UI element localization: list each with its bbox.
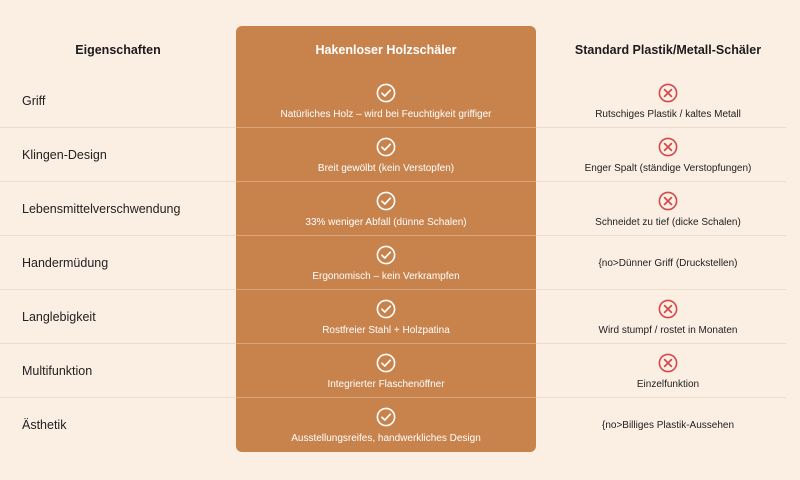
- wooden-peeler-cell: [236, 398, 536, 452]
- standard-peeler-cell: [536, 236, 800, 290]
- feature-label: Handermüdung: [22, 256, 109, 270]
- wooden-peeler-cell: [236, 182, 536, 236]
- standard-peeler-cell: [536, 128, 800, 182]
- check-circle-icon: [376, 407, 396, 427]
- check-circle-icon: [376, 299, 396, 319]
- check-circle-icon: [376, 353, 396, 373]
- standard-peeler-cell: [536, 398, 800, 452]
- wooden-peeler-cell: [236, 74, 536, 128]
- standard-peeler-text: Wird stumpf / rostet in Monaten: [598, 324, 738, 336]
- wooden-peeler-cell: [236, 344, 536, 398]
- wooden-peeler-text: Breit gewölbt (kein Verstopfen): [317, 162, 455, 174]
- standard-peeler-cell: [536, 344, 800, 398]
- header-standard-peeler: Standard Plastik/Metall-Schäler: [574, 43, 762, 57]
- standard-peeler-text: {no>Billiges Plastik-Aussehen: [601, 419, 735, 431]
- header-features: [0, 26, 236, 74]
- table-row: [0, 398, 800, 452]
- check-circle-icon: [376, 83, 396, 103]
- x-circle-icon: [658, 137, 678, 157]
- x-circle-icon: [658, 191, 678, 211]
- header-wooden-peeler: Hakenloser Holzschäler: [315, 43, 457, 57]
- table-row: [0, 74, 800, 128]
- check-circle-icon: [376, 137, 396, 157]
- x-circle-icon: [658, 299, 678, 319]
- feature-label: Klingen-Design: [22, 148, 107, 162]
- wooden-peeler-cell: [236, 236, 536, 290]
- standard-peeler-cell: [536, 290, 800, 344]
- standard-peeler-text: Schneidet zu tief (dicke Schalen): [595, 216, 741, 228]
- header-features-label: Eigenschaften: [75, 43, 161, 57]
- wooden-peeler-cell: [236, 128, 536, 182]
- wooden-peeler-text: Integrierter Flaschenöffner: [327, 378, 445, 390]
- feature-label: Multifunktion: [22, 364, 93, 378]
- feature-label: Langlebigkeit: [22, 310, 96, 324]
- x-circle-icon: [658, 353, 678, 373]
- check-circle-icon: [376, 245, 396, 265]
- wooden-peeler-text: Rostfreier Stahl + Holzpatina: [322, 324, 450, 336]
- check-circle-icon: [376, 191, 396, 211]
- wooden-peeler-text: Natürliches Holz – wird bei Feuchtigkeit griffiger: [280, 108, 492, 120]
- standard-peeler-cell: [536, 74, 800, 128]
- standard-peeler-cell: [536, 182, 800, 236]
- standard-peeler-text: Rutschiges Plastik / kaltes Metall: [595, 108, 741, 120]
- feature-label: Ästhetik: [22, 418, 67, 432]
- feature-label: Lebensmittelverschwendung: [22, 202, 181, 216]
- table-row: [0, 182, 800, 236]
- wooden-peeler-text: Ausstellungsreifes, handwerkliches Design: [291, 432, 481, 444]
- standard-peeler-text: Einzelfunktion: [636, 378, 700, 390]
- wooden-peeler-text: Ergonomisch – kein Verkrampfen: [312, 270, 460, 282]
- standard-peeler-text: Enger Spalt (ständige Verstopfungen): [584, 162, 752, 174]
- table-row: [0, 128, 800, 182]
- table-row: [0, 290, 800, 344]
- table-row: [0, 236, 800, 290]
- wooden-peeler-text: 33% weniger Abfall (dünne Schalen): [305, 216, 467, 228]
- standard-peeler-text: {no>Dünner Griff (Druckstellen): [598, 257, 738, 269]
- x-circle-icon: [658, 83, 678, 103]
- feature-label: Griff: [22, 94, 46, 108]
- table-row: [0, 344, 800, 398]
- wooden-peeler-cell: [236, 290, 536, 344]
